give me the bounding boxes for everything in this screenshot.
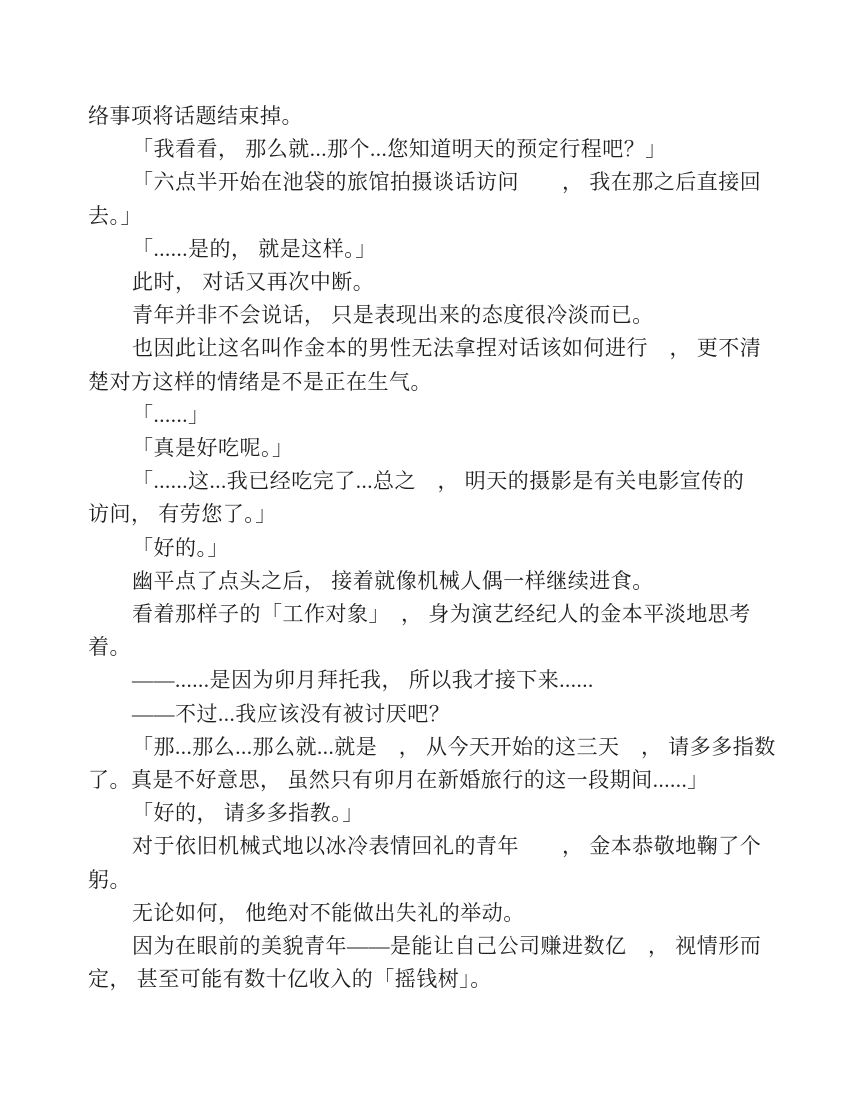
text-line: 「真是好吃呢。」 — [132, 436, 294, 461]
text-line: 「......是的， 就是这样。」 — [132, 236, 377, 261]
text-line: 定， 甚至可能有数十亿收入的「摇钱树」。 — [88, 967, 492, 992]
text-line: 躬。 — [88, 867, 131, 892]
text-line: ——不过...我应该没有被讨厌吧？ — [132, 701, 451, 726]
text-line: 去。」 — [88, 203, 142, 228]
text-line: 楚对方这样的情绪是不是正在生气。 — [88, 369, 432, 394]
text-line: 「好的， 请多多指教。」 — [132, 801, 364, 826]
text-line: ——......是因为卯月拜托我， 所以我才接下来...... — [132, 668, 594, 693]
text-line: 对于依旧机械式地以冰冷表情回礼的青年 ， 金本恭敬地鞠了个 — [132, 834, 762, 859]
text-line: 「......这...我已经吃完了...总之 ， 明天的摄影是有关电影宣传的 — [132, 469, 745, 494]
text-line: 「那...那么...那么就...就是 ， 从今天开始的这三天 ， 请多多指数 — [132, 734, 776, 759]
text-line: 「......」 — [132, 402, 210, 427]
text-line: 青年并非不会说话， 只是表现出来的态度很冷淡而已。 — [132, 303, 654, 328]
text-line: 幽平点了点头之后， 接着就像机械人偶一样继续进食。 — [132, 568, 654, 593]
text-line: 也因此让这名叫作金本的男性无法拿捏对话该如何进行 ， 更不清 — [132, 336, 762, 361]
text-line: 看着那样子的「工作对象」 ， 身为演艺经纪人的金本平淡地思考 — [132, 602, 751, 627]
text-line: 络事项将话题结束掉。 — [88, 104, 303, 128]
text-line: 无论如何， 他绝对不能做出失礼的举动。 — [132, 900, 525, 925]
text-line: 「好的。」 — [132, 535, 229, 560]
text-line: 了。真是不好意思， 虽然只有卯月在新婚旅行的这一段期间......」 — [88, 768, 709, 793]
text-line: 访问， 有劳您了。」 — [88, 502, 277, 527]
text-line: 此时， 对话又再次中断。 — [132, 270, 375, 295]
text-line: 「六点半开始在池袋的旅馆拍摄谈话访问 ， 我在那之后直接回 — [132, 170, 762, 195]
text-line: 着。 — [88, 635, 131, 660]
text-line: 因为在眼前的美貌青年——是能让自己公司赚进数亿 ， 视情形而 — [132, 934, 762, 959]
text-line: 「我看看， 那么就...那个...您知道明天的预定行程吧？」 — [132, 137, 667, 162]
